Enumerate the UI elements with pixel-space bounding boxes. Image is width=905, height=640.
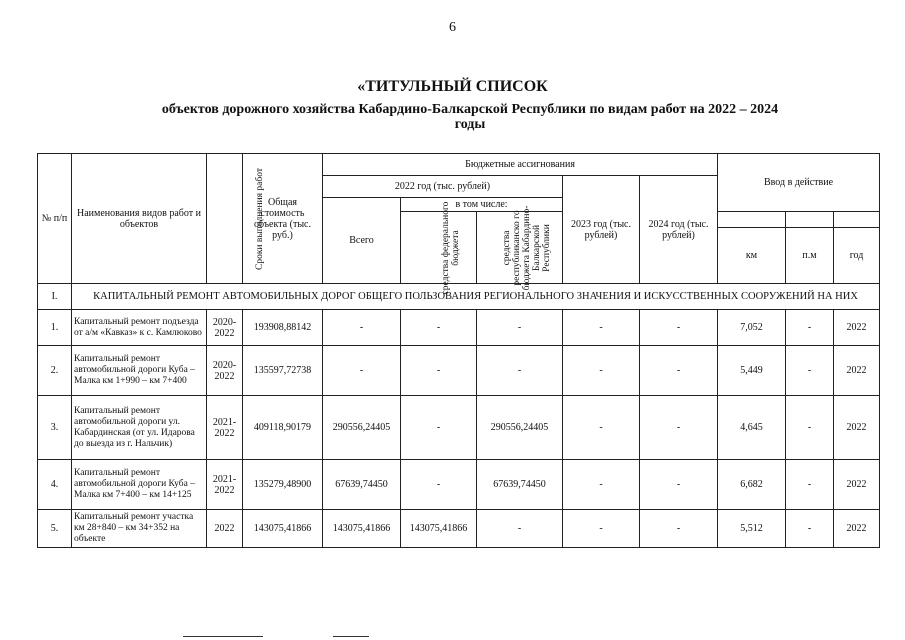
header-budget: Бюджетные ассигнования bbox=[323, 154, 718, 176]
row-total: 143075,41866 bbox=[323, 510, 401, 548]
row-federal: - bbox=[401, 310, 477, 346]
section-title: КАПИТАЛЬНЫЙ РЕМОНТ АВТОМОБИЛЬНЫХ ДОРОГ ОБЩЕГО ПОЛЬЗОВАНИЯ РЕГИОНАЛЬНОГО ЗНАЧЕНИЯ И ИСКУССТВЕННЫХ СООРУЖЕНИЙ НА НИХ bbox=[72, 284, 880, 310]
row-name: Капитальный ремонт автомобильной дороги Куба – Малка км 7+400 – км 14+125 bbox=[72, 460, 207, 510]
row-pm: - bbox=[786, 310, 834, 346]
row-terms: 2021-2022 bbox=[207, 460, 243, 510]
row-2023: - bbox=[563, 310, 640, 346]
row-terms: 2020-2022 bbox=[207, 310, 243, 346]
header-commissioning: Ввод в действие bbox=[718, 154, 880, 212]
row-terms: 2022 bbox=[207, 510, 243, 548]
row-republic: 290556,24405 bbox=[477, 396, 563, 460]
row-year: 2022 bbox=[834, 460, 880, 510]
document-title: «ТИТУЛЬНЫЙ СПИСОК bbox=[357, 78, 548, 95]
row-cost: 135279,48900 bbox=[243, 460, 323, 510]
table-row bbox=[38, 310, 880, 346]
row-km: 6,682 bbox=[718, 460, 786, 510]
row-2023: - bbox=[563, 460, 640, 510]
row-cost: 143075,41866 bbox=[243, 510, 323, 548]
header-2022: 2022 год (тыс. рублей) bbox=[323, 176, 563, 198]
row-name: Капитальный ремонт автомобильной дороги Куба – Малка км 1+990 – км 7+400 bbox=[72, 346, 207, 396]
row-total: - bbox=[323, 310, 401, 346]
row-num: 4. bbox=[38, 460, 72, 510]
row-km: 5,512 bbox=[718, 510, 786, 548]
header-km: км bbox=[718, 228, 786, 284]
header-incl: в том числе: bbox=[401, 198, 563, 212]
header-gap-2 bbox=[786, 212, 834, 228]
row-federal: - bbox=[401, 346, 477, 396]
row-2024: - bbox=[640, 310, 718, 346]
table-row bbox=[38, 346, 880, 396]
row-year: 2022 bbox=[834, 310, 880, 346]
row-republic: - bbox=[477, 510, 563, 548]
row-pm: - bbox=[786, 510, 834, 548]
row-pm: - bbox=[786, 396, 834, 460]
row-2023: - bbox=[563, 510, 640, 548]
row-km: 7,052 bbox=[718, 310, 786, 346]
header-terms-label: Сроки выполнения работ bbox=[255, 167, 266, 271]
row-federal: - bbox=[401, 396, 477, 460]
header-2024: 2024 год (тыс. рублей) bbox=[640, 176, 718, 284]
header-republic bbox=[477, 205, 563, 290]
table-row bbox=[38, 396, 880, 460]
footer-divider bbox=[183, 636, 263, 637]
header-gap-1 bbox=[718, 212, 786, 228]
title-list-table bbox=[37, 153, 880, 548]
header-gap-3 bbox=[834, 212, 880, 228]
row-pm: - bbox=[786, 460, 834, 510]
row-2024: - bbox=[640, 346, 718, 396]
header-num: № п/п bbox=[38, 154, 72, 284]
row-year: 2022 bbox=[834, 396, 880, 460]
row-federal: 143075,41866 bbox=[401, 510, 477, 548]
row-cost: 193908,88142 bbox=[243, 310, 323, 346]
row-name: Капитальный ремонт автомобильной дороги ул. Кабардинская (от ул. Идарова до выезда из г. Нальчик) bbox=[72, 396, 207, 460]
row-km: 4,645 bbox=[718, 396, 786, 460]
row-km: 5,449 bbox=[718, 346, 786, 396]
row-terms: 2020-2022 bbox=[207, 346, 243, 396]
header-pm: п.м bbox=[786, 228, 834, 284]
row-num: 2. bbox=[38, 346, 72, 396]
row-total: 67639,74450 bbox=[323, 460, 401, 510]
row-num: 5. bbox=[38, 510, 72, 548]
row-num: 1. bbox=[38, 310, 72, 346]
row-republic: - bbox=[477, 310, 563, 346]
table-row bbox=[38, 510, 880, 548]
row-num: 3. bbox=[38, 396, 72, 460]
row-republic: 67639,74450 bbox=[477, 460, 563, 510]
header-federal-label: средства федерального бюджета bbox=[441, 201, 461, 294]
footer-divider-short bbox=[333, 636, 369, 637]
row-total: 290556,24405 bbox=[323, 396, 401, 460]
header-terms bbox=[207, 154, 266, 284]
document-subtitle: объектов дорожного хозяйства Кабардино-Балкарской Республики по видам работ на 2022 – 2024 годы bbox=[161, 102, 779, 132]
row-2024: - bbox=[640, 510, 718, 548]
row-cost: 409118,90179 bbox=[243, 396, 323, 460]
header-cost: Общая стоимость объекта (тыс. руб.) bbox=[243, 154, 323, 284]
header-republic-label: средства республиканско го бюджета Кабардино- Балкарской Республики bbox=[502, 205, 552, 290]
row-name: Капитальный ремонт подъезда от а/м «Кавказ» к с. Камлюково bbox=[72, 310, 207, 346]
row-2024: - bbox=[640, 396, 718, 460]
header-total: Всего bbox=[323, 198, 401, 284]
row-name: Капитальный ремонт участка км 28+840 – км 34+352 на объекте bbox=[72, 510, 207, 548]
row-pm: - bbox=[786, 346, 834, 396]
row-total: - bbox=[323, 346, 401, 396]
row-2023: - bbox=[563, 396, 640, 460]
section-num: I. bbox=[38, 284, 72, 310]
header-2023: 2023 год (тыс. рублей) bbox=[563, 176, 640, 284]
row-year: 2022 bbox=[834, 510, 880, 548]
row-republic: - bbox=[477, 346, 563, 396]
header-name: Наименования видов работ и объектов bbox=[72, 154, 207, 284]
table-row bbox=[38, 460, 880, 510]
row-2023: - bbox=[563, 346, 640, 396]
row-cost: 135597,72738 bbox=[243, 346, 323, 396]
header-year: год bbox=[834, 228, 880, 284]
row-federal: - bbox=[401, 460, 477, 510]
header-federal bbox=[401, 201, 477, 294]
row-2024: - bbox=[640, 460, 718, 510]
page-number: 6 bbox=[449, 20, 456, 35]
row-terms: 2021-2022 bbox=[207, 396, 243, 460]
row-year: 2022 bbox=[834, 346, 880, 396]
